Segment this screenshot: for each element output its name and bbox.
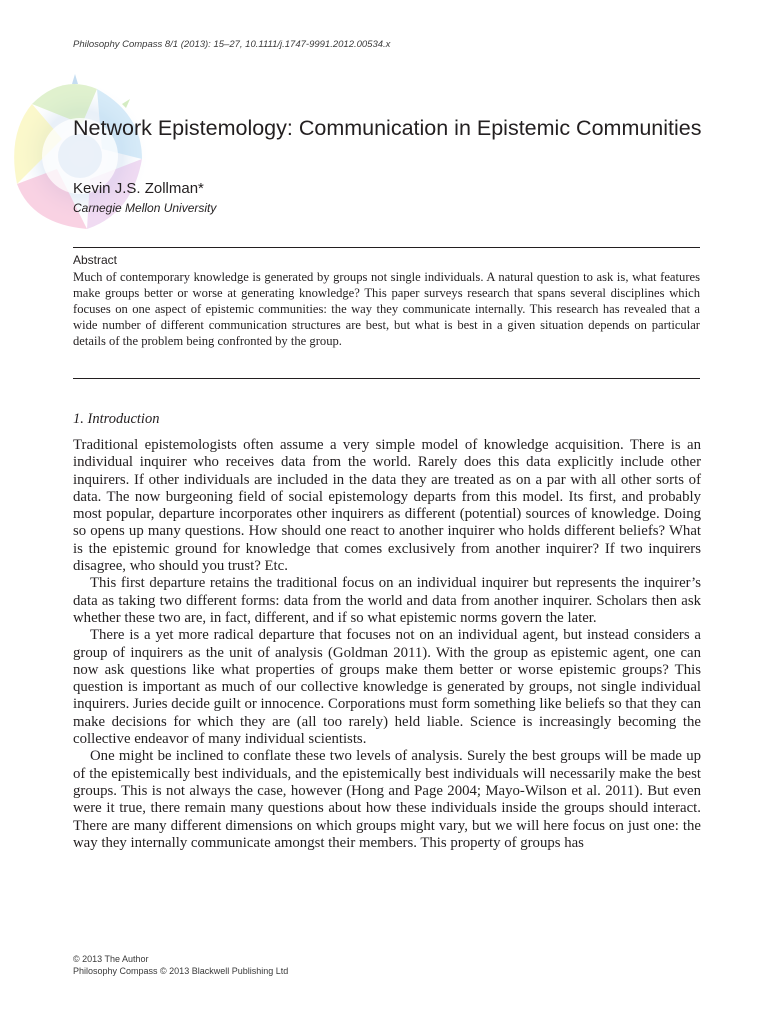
paragraph: One might be inclined to conflate these two levels of analysis. Surely the best groups will be made up of the epistemically best individuals, and the epistemically best individuals will necessarily make the best groups. This is not always the case, however (Hong and Page 2004; Mayo-Wilson et al. 2011). But even were it true, there remain many questions about how these individuals inside the groups should interact. There are many different dimensions on which groups might vary, but we will here focus on just one: the way they internally communicate amongst their members. This property of groups has	[73, 748, 701, 851]
abstract-top-rule	[73, 247, 700, 248]
abstract-text: Much of contemporary knowledge is generated by groups not single individuals. A natural question to ask is, what features make groups better or worse at generating knowledge? This paper surveys research that spans several disciplines which focuses on one aspect of epistemic communities: the way they communicate internally. This research has revealed that a wide number of different communication structures are best, but what is best in a given situation depends on particular details of the problem being confronted by the group.	[73, 270, 700, 348]
author-affiliation: Carnegie Mellon University	[73, 201, 217, 215]
abstract-bottom-rule	[73, 378, 700, 379]
abstract-heading: Abstract	[73, 253, 118, 267]
article-title: Network Epistemology: Communication in Epistemic Communities	[73, 116, 702, 140]
footer-publisher: Philosophy Compass © 2013 Blackwell Publishing Ltd	[73, 966, 289, 976]
footer-copyright: © 2013 The Author	[73, 954, 149, 964]
introduction-body	[73, 437, 701, 852]
author-name: Kevin J.S. Zollman*	[73, 180, 204, 197]
paragraph: There is a yet more radical departure that focuses not on an individual agent, but instead considers a group of inquirers as the unit of analysis (Goldman 2011). With the group as epistemic agent, one can now ask questions like what properties of groups make them better or worse epistemic groups? This question is important as much of our collective knowledge is generated by groups, not single individual inquirers. Juries decide guilt or innocence. Corporations must form something like beliefs so that they can make decisions for which they are (all too rarely) held liable. Science is increasingly becoming the collective endeavor of many individual scientists.	[73, 627, 701, 748]
paragraph: Traditional epistemologists often assume a very simple model of knowledge acquisition. There is an individual inquirer who receives data from the world. Rarely does this data explicitly include other inquirers. If other individuals are included in the data they are treated as on a par with all other sorts of data. The now burgeoning field of social epistemology departs from this model. Its first, and probably most popular, departure incorporates other inquirers as different (potential) sources of knowledge. Doing so opens up many questions. How should one react to another inquirer who holds different beliefs? What is the epistemic ground for knowledge that comes exclusively from another inquirer? If two inquirers disagree, who should you trust? Etc.	[73, 437, 701, 575]
journal-citation: Philosophy Compass 8/1 (2013): 15–27, 10.1111/j.1747-9991.2012.00534.x	[73, 39, 391, 50]
section-heading-introduction: 1. Introduction	[73, 411, 160, 427]
paragraph: This first departure retains the traditional focus on an individual inquirer but represents the inquirer’s data as taking two different forms: data from the world and data from another inquirer. Scholars then ask whether these two are, in fact, different, and if so what epistemic norms govern the later.	[73, 575, 701, 626]
